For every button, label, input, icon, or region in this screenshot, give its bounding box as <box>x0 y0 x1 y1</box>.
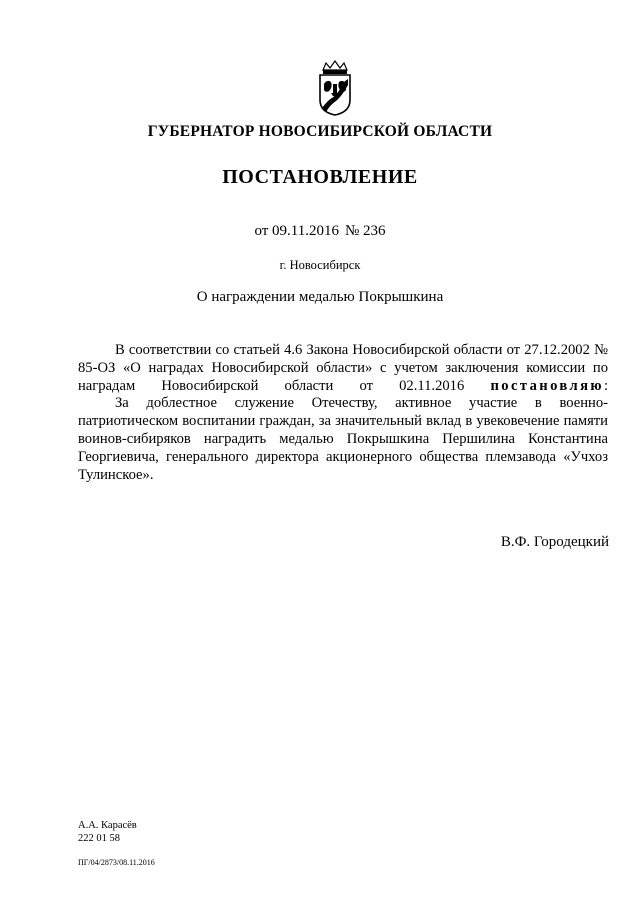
document-date: от 09.11.2016 <box>254 223 339 239</box>
issue-city: г. Новосибирск <box>279 258 361 272</box>
date-number-line <box>0 223 640 240</box>
resolution-keyword: постановляю <box>490 377 604 394</box>
document-subject: О награждении медалью Покрышкина <box>196 289 444 305</box>
issuing-authority: ГУБЕРНАТОР НОВОСИБИРСКОЙ ОБЛАСТИ <box>147 123 493 140</box>
keyword-colon: : <box>603 377 608 394</box>
body-paragraph-2: За доблестное служение Отечеству, активное участие в военно-патриотическом воспитании граждан, за значительный вклад в увековечение памяти воинов-сибиряков наградить медалью Покрышкина Першилина Константина Георгиевича, генерального директора акционерного общества племзавода «Учхоз Тулинское». <box>78 395 608 483</box>
document-body <box>78 342 608 484</box>
body-paragraph-1 <box>78 342 608 395</box>
executor-info <box>78 819 137 845</box>
document-type-title: ПОСТАНОВЛЕНИЕ <box>222 166 418 188</box>
executor-phone: 222 01 58 <box>78 833 120 844</box>
document-number: № 236 <box>345 223 386 239</box>
paragraph-1-text: В соответствии со статьей 4.6 Закона Новосибирской области от 27.12.2002 № 85-ОЗ «О наградах Новосибирской области» с учетом заключения комиссии по наградам Новосибирской области от 02.11.2016 <box>78 342 608 394</box>
registration-number: ПГ/04/2873/08.11.2016 <box>78 858 155 867</box>
signatory-name: В.Ф. Городецкий <box>500 534 609 550</box>
executor-name: А.А. Карасёв <box>78 820 137 831</box>
coat-of-arms-icon <box>314 60 356 116</box>
